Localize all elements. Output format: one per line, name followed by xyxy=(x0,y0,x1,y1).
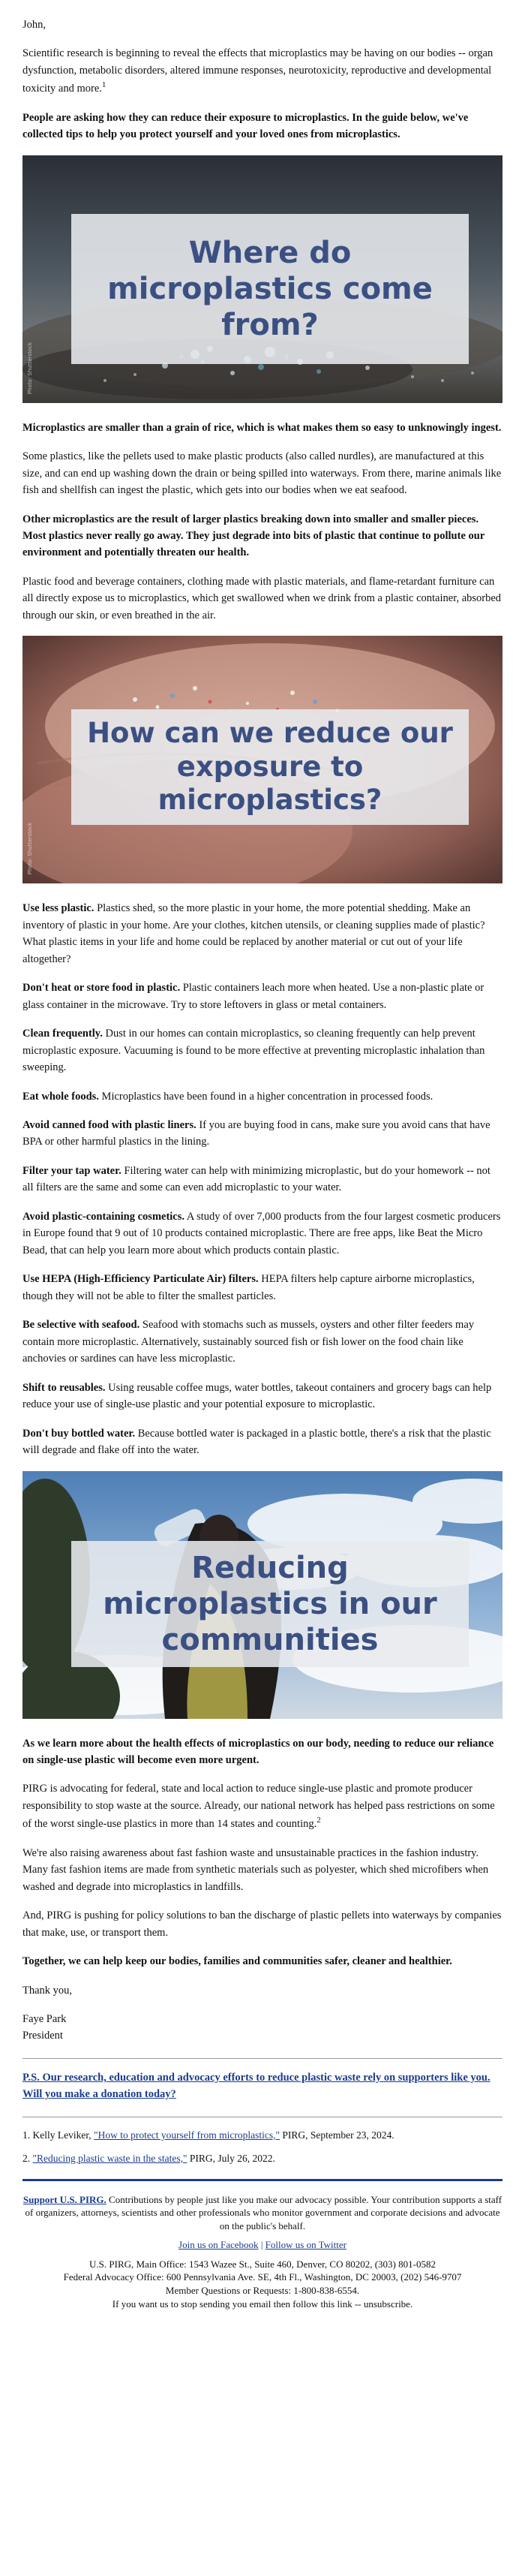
signoff-block xyxy=(22,2011,502,2045)
banner-title-1: Where do microplastics come from? xyxy=(71,214,469,364)
section3-paragraph-2 xyxy=(22,1780,502,1832)
tip-11-title: Don't buy bottled water. xyxy=(22,1427,136,1440)
tip-10-title: Shift to reusables. xyxy=(22,1381,106,1394)
footnote-1-num: 1. xyxy=(22,2129,31,2141)
tip-1 xyxy=(22,900,502,968)
tip-10 xyxy=(22,1380,502,1413)
tip-6 xyxy=(22,1163,502,1196)
tip-4-text: Microplastics have been found in a higher concentration in processed foods. xyxy=(101,1090,434,1103)
section3-paragraph-3: We're also raising awareness about fast fashion waste and unsustainable practices in the fashion industry. Many fast fashion items are made from synthetic materials such as polyester, which shed microfibers when washed and degrade into microplastics in landfills. xyxy=(22,1846,489,1893)
tip-11-text: Because bottled water is packaged in a plastic bottle, there's a risk that the plastic will degrade and flake off into the water. xyxy=(22,1427,491,1457)
tip-10-text: Using reusable coffee mugs, water bottles, takeout containers and grocery bags can help reduce your use of single-use plastic and your potential exposure to microplastic. xyxy=(22,1381,492,1411)
tip-9-title: Be selective with seafood. xyxy=(22,1319,140,1332)
signoff-name: Faye Park xyxy=(22,2012,67,2025)
section1-paragraph-3 xyxy=(22,511,502,561)
tip-1-title: Use less plastic. xyxy=(22,902,94,915)
signoff-title: President xyxy=(22,2030,63,2042)
support-paragraph xyxy=(22,2193,502,2233)
intro-text: Scientific research is beginning to reveal the effects that microplastics may be having on our bodies -- organ dysfunction, metabolic disorders, altered immune responses, neurotoxicity, reproductive and developmental toxicity and more. xyxy=(22,47,494,95)
section1-lead-bold: Microplastics are smaller than a grain of rice, which is what makes them so easy to unknowingly ingest. xyxy=(22,421,502,434)
banner-credit-2: Photo: Shutterstock xyxy=(27,823,33,875)
footnote-2-link[interactable]: "Reducing plastic waste in the states," xyxy=(32,2152,188,2164)
footnote-ref-1[interactable]: 1 xyxy=(101,80,106,90)
section1-p3-bold: Other microplastics are the result of larger plastics breaking down into smaller and smaller pieces. Most plastics never really go away. They just degrade into bits of plastic that continue to pollute our environment and potentially threaten our health. xyxy=(22,513,484,559)
unsubscribe-text[interactable]: If you want us to stop sending you email then follow this link -- unsubscribe. xyxy=(112,2298,413,2310)
tip-11 xyxy=(22,1425,502,1459)
section3-lead xyxy=(22,1735,502,1769)
tip-8 xyxy=(22,1271,502,1305)
banner-image-2 xyxy=(22,636,502,883)
tip-2-title: Don't heat or store food in plastic. xyxy=(22,982,181,995)
tip-5-title: Avoid canned food with plastic liners. xyxy=(22,1119,196,1132)
footnote-1-pre: Kelly Leviker, xyxy=(32,2129,94,2141)
tip-3 xyxy=(22,1025,502,1076)
section1-paragraph-4: Plastic food and beverage containers, clothing made with plastic materials, and flame-retardant furniture can all directly expose us to microplastics, which get swallowed when we drink from a plastic container, absorbed through our skin, or even breathed in the air. xyxy=(22,575,502,621)
tip-2-text: Plastic containers leach more when heated. Use a non-plastic plate or glass container in the microwave. Try to store leftovers in glass or metal containers. xyxy=(22,982,484,1011)
footnote-1 xyxy=(22,2128,502,2144)
facebook-link[interactable]: Join us on Facebook xyxy=(178,2239,259,2251)
tip-3-title: Clean frequently. xyxy=(22,1028,103,1040)
section3-lead-bold: As we learn more about the health effects of microplastics on our body, needing to reduce our reliance on single-use plastic will become even more urgent. xyxy=(22,1737,494,1766)
tip-8-title: Use HEPA (High-Efficiency Particulate Air) filters. xyxy=(22,1273,259,1286)
tip-5 xyxy=(22,1117,502,1151)
banner-image-1 xyxy=(22,155,502,403)
social-separator: | xyxy=(260,2239,263,2251)
footnote-1-link[interactable]: "How to protect yourself from microplastics," xyxy=(94,2129,280,2141)
tip-7-text: A study of over 7,000 products from the four largest cosmetic producers in Europe found that 9 out of 10 products contained microplastic. There are free apps, like Beat the Micro Bead, that can help you learn more about which products contain plastic. xyxy=(22,1210,501,1256)
footnotes xyxy=(22,2128,502,2167)
tip-7-title: Avoid plastic-containing cosmetics. xyxy=(22,1210,185,1223)
section3-p2-text: PIRG is advocating for federal, state and local action to reduce single-use plastic and promote producer responsibility to stop waste at the source. Already, our national network has helped pass restrictions on some of the worst single-use plastics in more than 14 states and counting. xyxy=(22,1783,495,1831)
section1-lead xyxy=(22,420,502,436)
support-text: Contributions by people just like you make our advocacy possible. Your contribution supports a staff of organizers, attorneys, scientists and other professionals who monitor government and corporate decisions and advocate on the public's behalf. xyxy=(25,2193,502,2231)
banner-credit-1: Photo: Shutterstock xyxy=(27,342,33,394)
section3-paragraph-4: And, PIRG is pushing for policy solutions to ban the discharge of plastic pellets into waterways by companies that make, use, or transport them. xyxy=(22,1909,502,1939)
section1-paragraph-2: Some plastics, like the pellets used to make plastic products (also called nurdles), are manufactured at this size, and can end up washing down the drain or being spilled into waterways. From there, marine animals like fish and shellfish can ingest the plastic, which gets into our bodies when we eat seafood. xyxy=(22,450,502,497)
banner-title-3: Reducing microplastics in our communities xyxy=(71,1541,469,1667)
banner-image-3 xyxy=(22,1471,502,1719)
support-link[interactable]: Support U.S. PIRG. xyxy=(22,2193,106,2205)
tip-9 xyxy=(22,1317,502,1367)
donate-paragraph xyxy=(22,2069,502,2103)
member-questions: Member Questions or Requests: 1-800-838-6554. xyxy=(165,2284,360,2296)
tip-4-title: Eat whole foods. xyxy=(22,1090,99,1103)
tip-3-text: Dust in our homes can contain microplastics, so cleaning frequently can help prevent microplastic exposure. Vacuuming is found to be more effective at preventing microplastic inhalation than sweeping. xyxy=(22,1028,485,1074)
tip-8-text: HEPA filters help capture airborne microplastics, though they will not be able to filter the smallest particles. xyxy=(22,1273,475,1302)
social-links xyxy=(22,2238,502,2252)
greeting: John, xyxy=(22,19,46,31)
twitter-link[interactable]: Follow us on Twitter xyxy=(265,2239,346,2251)
footnote-ref-2[interactable]: 2 xyxy=(316,1816,321,1825)
footnote-1-post: PIRG, September 23, 2024. xyxy=(280,2129,394,2141)
footer xyxy=(22,2179,502,2318)
footnote-2 xyxy=(22,2151,502,2167)
tip-5-text: If you are buying food in cans, make sure you avoid cans that have BPA or other harmful plastics in the lining. xyxy=(22,1119,490,1148)
tip-4 xyxy=(22,1088,502,1105)
main-office: U.S. PIRG, Main Office: 1543 Wazee St., Suite 460, Denver, CO 80202, (303) 801-0582 xyxy=(89,2258,436,2270)
intro-bold: People are asking how they can reduce their exposure to microplastics. In the guide below, we've collected tips to help you protect yourself and your loved ones from microplastics. xyxy=(22,111,469,141)
donate-link[interactable]: P.S. Our research, education and advocacy efforts to reduce plastic waste rely on supporters like you. Will you make a donation today? xyxy=(22,2071,490,2101)
tip-1-text: Plastics shed, so the more plastic in your home, the more potential shedding. Make an inventory of plastic in your home. Are your clothes, kitchen utensils, or cleaning supplies made of plastic? What plastic items in your life and home could be replaced by another material or cut out of your life altogether? xyxy=(22,902,485,965)
section3-paragraph-5 xyxy=(22,1953,502,1970)
tip-6-text: Filtering water can help with minimizing microplastic, but do your homework -- not all filters are the same and some can even add microplastic to your water. xyxy=(22,1164,490,1194)
intro-bold-paragraph xyxy=(22,110,502,143)
email-body xyxy=(22,0,502,2318)
divider xyxy=(22,2058,502,2059)
banner-title-2: How can we reduce our exposure to microplastics? xyxy=(71,709,469,824)
signoff-thanks: Thank you, xyxy=(22,1984,73,1997)
section3-p5-bold: Together, we can help keep our bodies, families and communities safer, cleaner and healthier. xyxy=(22,1955,452,1968)
footnote-2-num: 2. xyxy=(22,2152,31,2164)
intro-paragraph xyxy=(22,45,502,97)
tip-6-title: Filter your tap water. xyxy=(22,1164,122,1177)
tip-7 xyxy=(22,1208,502,1259)
tip-9-text: Seafood with stomachs such as mussels, oysters and other filter feeders may contain more microplastic. Alternatively, sustainably sourced fish or fish lower on the food chain like anchovies or sardines can have less microplastic. xyxy=(22,1319,475,1365)
tip-2 xyxy=(22,980,502,1013)
footnote-2-post: PIRG, July 26, 2022. xyxy=(187,2152,275,2164)
federal-office: Federal Advocacy Office: 600 Pennsylvania Ave. SE, 4th Fl., Washington, DC 20003, (202) 546-9707 xyxy=(63,2271,462,2283)
